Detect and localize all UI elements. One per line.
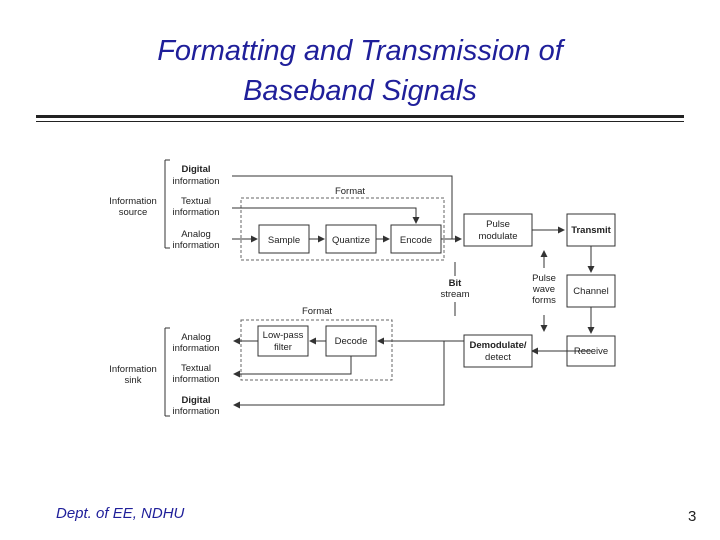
sink-digital-label-1: Digital: [181, 395, 211, 406]
pulse-waveforms-label-2: wave: [532, 284, 556, 295]
source-analog-label-1: Analog: [181, 229, 211, 240]
pulse-modulate-label-2: modulate: [478, 231, 518, 242]
channel-label: Channel: [573, 286, 609, 297]
demodulate-label-1: Demodulate/: [469, 340, 527, 351]
transmit-label: Transmit: [571, 225, 611, 236]
sink-analog-label-2: information: [172, 343, 220, 354]
decode-label: Decode: [334, 336, 368, 347]
pulse-modulate-label-1: Pulse: [486, 219, 510, 230]
information-sink-label-1: Information: [109, 364, 157, 375]
information-source-label-1: Information: [109, 196, 157, 207]
source-digital-label-1: Digital: [181, 164, 211, 175]
source-textual-label-1: Textual: [180, 196, 212, 207]
source-analog-label-2: information: [172, 240, 220, 251]
pulse-waveforms-label-3: forms: [532, 295, 556, 306]
source-bracket: [165, 160, 170, 248]
information-sink-label-2: sink: [124, 375, 142, 386]
bit-stream-label-2: stream: [440, 289, 470, 300]
sink-analog-label-1: Analog: [181, 332, 211, 343]
sample-label: Sample: [267, 235, 301, 246]
quantize-label: Quantize: [331, 235, 371, 246]
footer-department: Dept. of EE, NDHU: [56, 505, 185, 522]
format-top-label: Format: [334, 186, 366, 197]
sink-textual-label-1: Textual: [180, 363, 212, 374]
arrow-decode-to-textual: [234, 356, 351, 374]
demodulate-label-2: detect: [485, 352, 511, 363]
arrow-textual-to-encode: [232, 208, 416, 223]
sink-textual-label-2: information: [172, 374, 220, 385]
sink-digital-label-2: information: [172, 406, 220, 417]
slide-title-line-2: Baseband Signals: [243, 75, 477, 107]
pulse-waveforms-label-1: Pulse: [532, 273, 556, 284]
lowpass-label-2: filter: [274, 342, 292, 353]
page-number: 3: [688, 508, 697, 525]
sink-bracket: [165, 328, 170, 416]
lowpass-label-1: Low-pass: [262, 330, 304, 341]
encode-label: Encode: [399, 235, 433, 246]
bit-stream-label-1: Bit: [448, 278, 462, 289]
receive-label: Receive: [573, 346, 609, 357]
format-bottom-label: Format: [301, 306, 333, 317]
source-digital-label-2: information: [172, 176, 220, 187]
source-textual-label-2: information: [172, 207, 220, 218]
information-source-label-2: source: [118, 207, 148, 218]
slide-title-line-1: Formatting and Transmission of: [157, 35, 563, 67]
